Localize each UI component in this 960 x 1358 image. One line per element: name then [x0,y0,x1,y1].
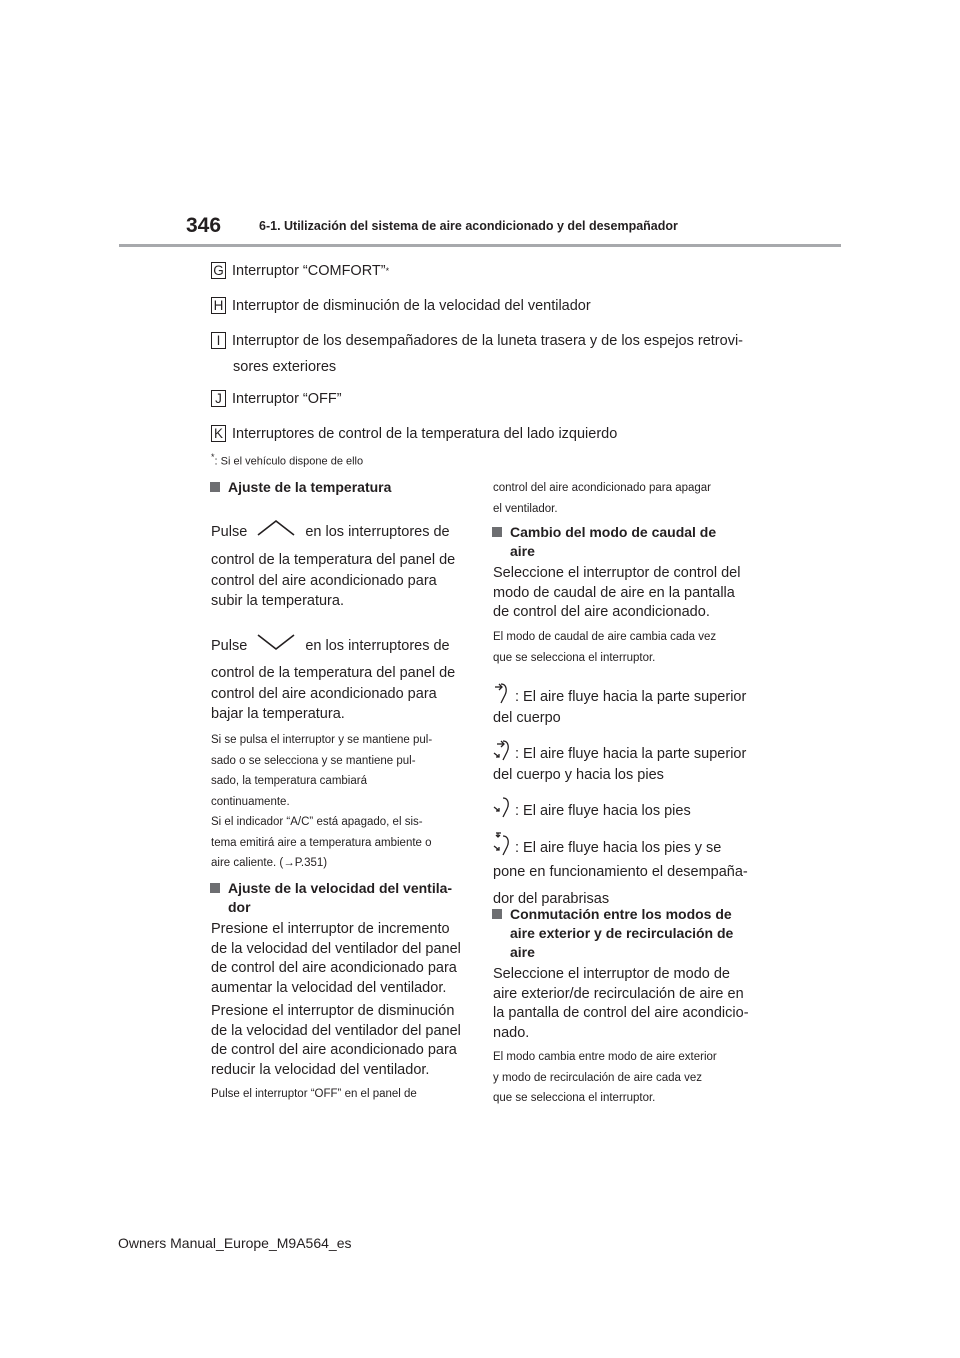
key-letter: K [211,425,226,442]
airflow-upper-body-feet-icon [493,738,515,762]
mode-feet-defroster [493,832,763,859]
hold-note [211,730,471,812]
text-line: nado. [493,1024,530,1041]
temperature-heading [209,478,460,497]
mode-text: : El aire fluye hacia los pies [515,803,691,819]
text-line: aumentar la velocidad del ventilador. [211,979,447,996]
heading-bullet [210,482,220,492]
key-text: Interruptor “COMFORT” [232,262,386,279]
footnote-mark: * [385,265,390,276]
recirculation-heading [491,905,742,962]
mode-text: : El aire fluye hacia los pies y se [515,840,722,856]
pulse-down-para [211,663,471,725]
text-line: control del aire acondicionado para [211,685,437,702]
airflow-mode-heading [491,523,742,561]
key-item-g [211,262,389,279]
key-letter: J [211,390,226,407]
key-letter: I [211,332,226,349]
text-line: aire exterior/de recirculación de aire en [493,985,744,1002]
text-line: reducir la velocidad del ventilador. [211,1061,430,1078]
heading-text: Cambio del modo de caudal de [510,524,717,540]
page-number: 346 [186,214,222,237]
key-text: Interruptores de control de la temperatura del lado izquierdo [232,425,618,442]
heading-text: Conmutación entre los modos de [510,906,732,922]
heading-text: Ajuste de la temperatura [228,479,392,495]
footnote-mark: * [211,452,215,462]
text-line: dor del parabrisas [493,891,610,907]
recirculation-note [493,1047,753,1109]
heading-bullet [492,909,502,919]
text-line: control del aire acondicionado para [211,572,437,589]
pulse-suffix: en los interruptores de [305,638,450,654]
text-line: tema emitirá aire a temperatura ambiente o [211,836,432,849]
chevron-down-icon [255,632,297,652]
airflow-mode-note [493,627,753,668]
text-line: control de la temperatura del panel de [211,665,456,681]
text-line: de control del aire acondicionado para [211,960,457,976]
airflow-mode-para [493,564,753,623]
airflow-feet-defroster-icon [493,832,515,856]
text-line: de la velocidad del ventilador del panel [211,1022,461,1039]
chevron-up-icon [255,518,297,538]
text-line: subir la temperatura. [211,593,344,609]
pulse-suffix: en los interruptores de [305,524,450,540]
off-note: Pulse el interruptor “OFF” en el panel de [211,1088,417,1100]
text-line: El modo cambia entre modo de aire exterior [493,1051,717,1063]
text-line: que se selecciona el interruptor. [493,651,656,664]
heading-text: Ajuste de la velocidad del ventila- [228,880,453,896]
text-line: bajar la temperatura. [211,706,345,722]
text-line: Seleccione el interruptor de control del [493,565,741,581]
mode-feet [493,795,763,822]
key-item-i [211,332,743,349]
off-note-continuation [493,478,753,519]
text-line: Presione el interruptor de disminución [211,1003,455,1019]
key-item-h [211,297,591,314]
key-text-continuation: sores exteriores [233,359,337,375]
mode-text-continuation: del cuerpo y hacia los pies [493,767,664,783]
airflow-feet-icon [493,795,515,819]
text-line: Si el indicador “A/C” está apagado, el sis- [211,816,423,828]
pulse-word: Pulse [211,524,248,540]
mode-text: : El aire fluye hacia la parte superior [515,689,747,705]
text-line: El modo de caudal de aire cambia cada vez [493,631,717,643]
key-letter: H [211,297,226,314]
heading-text: aire exterior y de recirculación de [510,925,734,941]
text-line: control del aire acondicionado para apagar [493,482,712,494]
fan-speed-heading [209,879,460,917]
key-text: Interruptor “OFF” [232,390,342,407]
mode-text: : El aire fluye hacia la parte superior [515,746,747,762]
pulse-up-line [211,518,471,543]
footer-manual-id: Owners Manual_Europe_M9A564_es [118,1235,352,1251]
mode-upper-body [493,681,763,708]
text-line: de control del aire acondicionado. [493,604,710,620]
section-title: 6-1. Utilización del sistema de aire acondicionado y del desempañador [259,219,678,233]
key-text: Interruptor de los desempañadores de la luneta trasera y de los espejos retrovi- [232,332,744,349]
key-item-k [211,425,617,442]
heading-bullet [210,883,220,893]
text-line: control de la temperatura del panel de [211,552,456,568]
mode-text-continuation: del cuerpo [493,710,561,726]
text-line: Seleccione el interruptor de modo de [493,966,730,982]
text-line: Presione el interruptor de incremento [211,921,450,937]
text-line: de la velocidad del ventilador del panel [211,940,461,957]
text-line: aire caliente. (→P.351) [211,857,328,869]
pulse-word: Pulse [211,638,248,654]
heading-text: dor [228,899,251,915]
footnote [211,452,363,468]
mode-upper-body-feet [493,738,763,765]
text-line: de control del aire acondicionado para [211,1042,457,1058]
text-line: sado o se selecciona y se mantiene pul- [211,754,416,767]
pulse-up-para [211,550,471,612]
text-line: y modo de recirculación de aire cada vez [493,1071,703,1084]
heading-bullet [492,527,502,537]
key-item-j [211,390,342,407]
text-line: que se selecciona el interruptor. [493,1092,656,1104]
airflow-upper-body-icon [493,681,515,705]
heading-text: aire [510,543,535,559]
text-line: continuamente. [211,795,290,808]
text-line: Si se pulsa el interruptor y se mantiene pul- [211,734,433,746]
fan-decrease-para [211,1002,471,1080]
heading-text: aire [510,944,535,960]
text-line: modo de caudal de aire en la pantalla [493,584,735,601]
key-letter: G [211,262,226,279]
text-line: el ventilador. [493,502,558,515]
footnote-text: : Si el vehículo dispone de ello [214,455,364,468]
recirculation-para [493,965,753,1043]
ac-indicator-note [211,812,471,874]
key-text: Interruptor de disminución de la velocidad del ventilador [232,297,591,314]
header-divider [119,244,841,247]
text-line: pone en funcionamiento el desempaña- [493,864,748,880]
text-line: sado, la temperatura cambiará [211,775,367,787]
pulse-down-line [211,632,471,657]
text-line: la pantalla de control del aire acondicio- [493,1005,749,1021]
fan-increase-para [211,920,471,998]
